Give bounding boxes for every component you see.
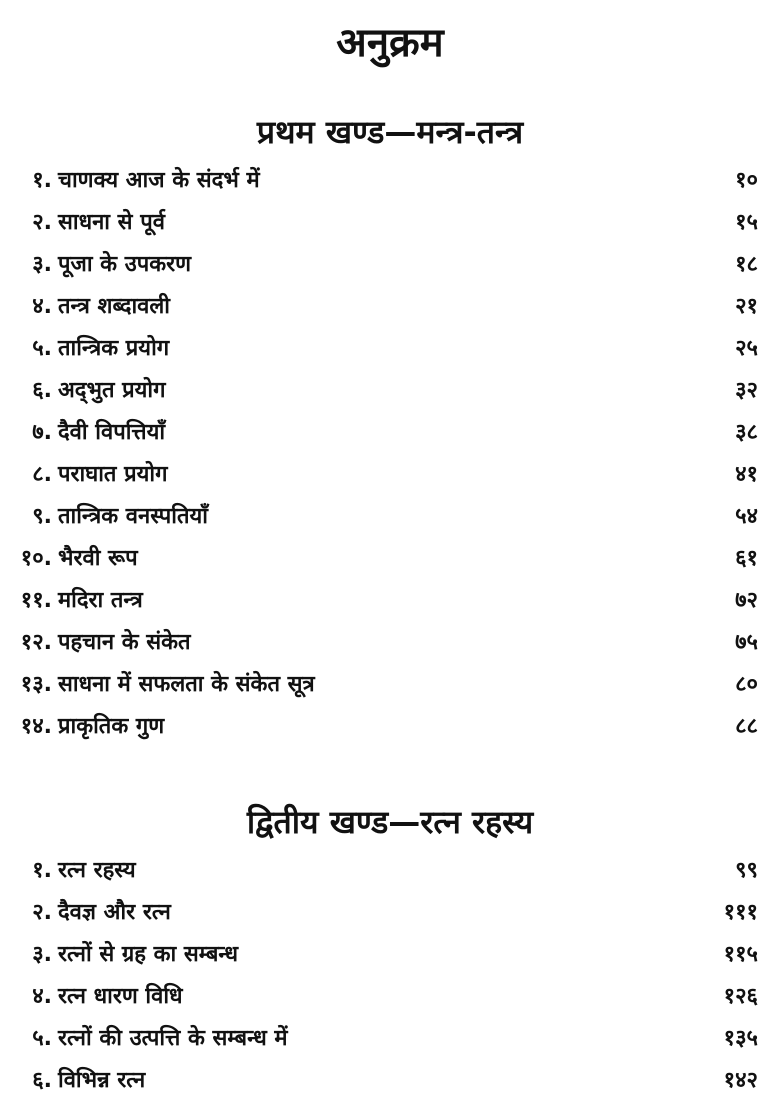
entry-page-number: ११५ bbox=[723, 942, 758, 967]
entry-page-number: ७२ bbox=[735, 588, 758, 613]
entry-title: दैवज्ञ और रत्न bbox=[58, 900, 171, 925]
toc-entry bbox=[0, 286, 780, 328]
toc-entry bbox=[0, 976, 780, 1018]
entry-title: तान्त्रिक वनस्पतियाँ bbox=[58, 504, 208, 529]
toc-entry bbox=[0, 160, 780, 202]
entry-title: रत्न धारण विधि bbox=[58, 984, 183, 1009]
entry-number: ७. bbox=[32, 420, 52, 445]
section-heading-1: प्रथम खण्ड—मन्त्र-तन्त्र bbox=[256, 113, 524, 151]
entry-page-number: १३५ bbox=[723, 1026, 758, 1051]
entry-title: चाणक्य आज के संदर्भ में bbox=[58, 168, 260, 193]
entry-page-number: ३८ bbox=[735, 420, 758, 445]
entry-page-number: २१ bbox=[735, 294, 758, 319]
toc-entry bbox=[0, 850, 780, 892]
entry-number: १२. bbox=[20, 630, 52, 655]
entry-title: साधना से पूर्व bbox=[58, 210, 165, 235]
entry-page-number: ८० bbox=[735, 672, 758, 697]
toc-entry bbox=[0, 328, 780, 370]
entry-title: पराघात प्रयोग bbox=[58, 462, 168, 487]
entry-number: ४. bbox=[32, 984, 52, 1009]
entry-title: रत्न रहस्य bbox=[58, 858, 136, 883]
entry-page-number: १० bbox=[735, 168, 758, 193]
toc-entry bbox=[0, 370, 780, 412]
entry-title: विभिन्न रत्न bbox=[58, 1068, 146, 1093]
entry-number: ५. bbox=[32, 1026, 52, 1051]
entry-page-number: ९९ bbox=[735, 858, 758, 883]
toc-entry bbox=[0, 244, 780, 286]
entry-page-number: १२६ bbox=[723, 984, 758, 1009]
toc-entry bbox=[0, 580, 780, 622]
page-title: अनुक्रम bbox=[336, 20, 444, 66]
entry-page-number: ३२ bbox=[735, 378, 758, 403]
toc-entry bbox=[0, 202, 780, 244]
toc-entry bbox=[0, 934, 780, 976]
entry-page-number: ४१ bbox=[735, 462, 758, 487]
entry-page-number: ६१ bbox=[735, 546, 758, 571]
section-1-entries bbox=[0, 160, 780, 748]
entry-page-number: ८८ bbox=[735, 714, 758, 739]
entry-page-number: १८ bbox=[735, 252, 758, 277]
entry-number: २. bbox=[32, 900, 52, 925]
entry-title: अद्‌भुत प्रयोग bbox=[58, 378, 166, 403]
entry-title: तन्त्र शब्दावली bbox=[58, 294, 171, 319]
entry-page-number: ७५ bbox=[735, 630, 758, 655]
toc-entry bbox=[0, 1060, 780, 1102]
entry-number: ४. bbox=[32, 294, 52, 319]
entry-page-number: ५४ bbox=[735, 504, 758, 529]
entry-title: भैरवी रूप bbox=[58, 546, 138, 571]
entry-title: साधना में सफलता के संकेत सूत्र bbox=[58, 672, 315, 697]
entry-title: रत्नों से ग्रह का सम्बन्ध bbox=[58, 942, 239, 967]
entry-page-number: २५ bbox=[735, 336, 758, 361]
toc-entry bbox=[0, 706, 780, 748]
toc-entry bbox=[0, 454, 780, 496]
entry-number: ६. bbox=[32, 378, 52, 403]
entry-title: दैवी विपत्तियाँ bbox=[58, 420, 166, 445]
entry-number: ८. bbox=[32, 462, 52, 487]
entry-title: रत्नों की उत्पत्ति के सम्बन्ध में bbox=[58, 1026, 288, 1051]
section-2-entries bbox=[0, 850, 780, 1102]
entry-page-number: १११ bbox=[723, 900, 758, 925]
entry-number: १४. bbox=[20, 714, 52, 739]
toc-entry bbox=[0, 664, 780, 706]
entry-number: १. bbox=[32, 168, 52, 193]
entry-title: मदिरा तन्त्र bbox=[58, 588, 143, 613]
entry-number: ९. bbox=[32, 504, 52, 529]
entry-number: ५. bbox=[32, 336, 52, 361]
entry-number: ३. bbox=[32, 252, 52, 277]
entry-number: २. bbox=[32, 210, 52, 235]
toc-entry bbox=[0, 412, 780, 454]
entry-title: पहचान के संकेत bbox=[58, 630, 191, 655]
toc-entry bbox=[0, 622, 780, 664]
entry-number: १३. bbox=[20, 672, 52, 697]
entry-number: १०. bbox=[20, 546, 52, 571]
toc-entry bbox=[0, 1018, 780, 1060]
entry-title: प्राकृतिक गुण bbox=[58, 714, 165, 739]
entry-number: ३. bbox=[32, 942, 52, 967]
toc-entry bbox=[0, 538, 780, 580]
entry-number: ६. bbox=[32, 1068, 52, 1093]
entry-number: १. bbox=[32, 858, 52, 883]
entry-number: ११. bbox=[20, 588, 52, 613]
toc-entry bbox=[0, 892, 780, 934]
entry-page-number: १५ bbox=[735, 210, 758, 235]
entry-title: पूजा के उपकरण bbox=[58, 252, 192, 277]
section-heading-2: द्वितीय खण्ड—रत्न रहस्य bbox=[246, 803, 534, 841]
entry-page-number: १४२ bbox=[723, 1068, 758, 1093]
entry-title: तान्त्रिक प्रयोग bbox=[58, 336, 170, 361]
toc-entry bbox=[0, 496, 780, 538]
